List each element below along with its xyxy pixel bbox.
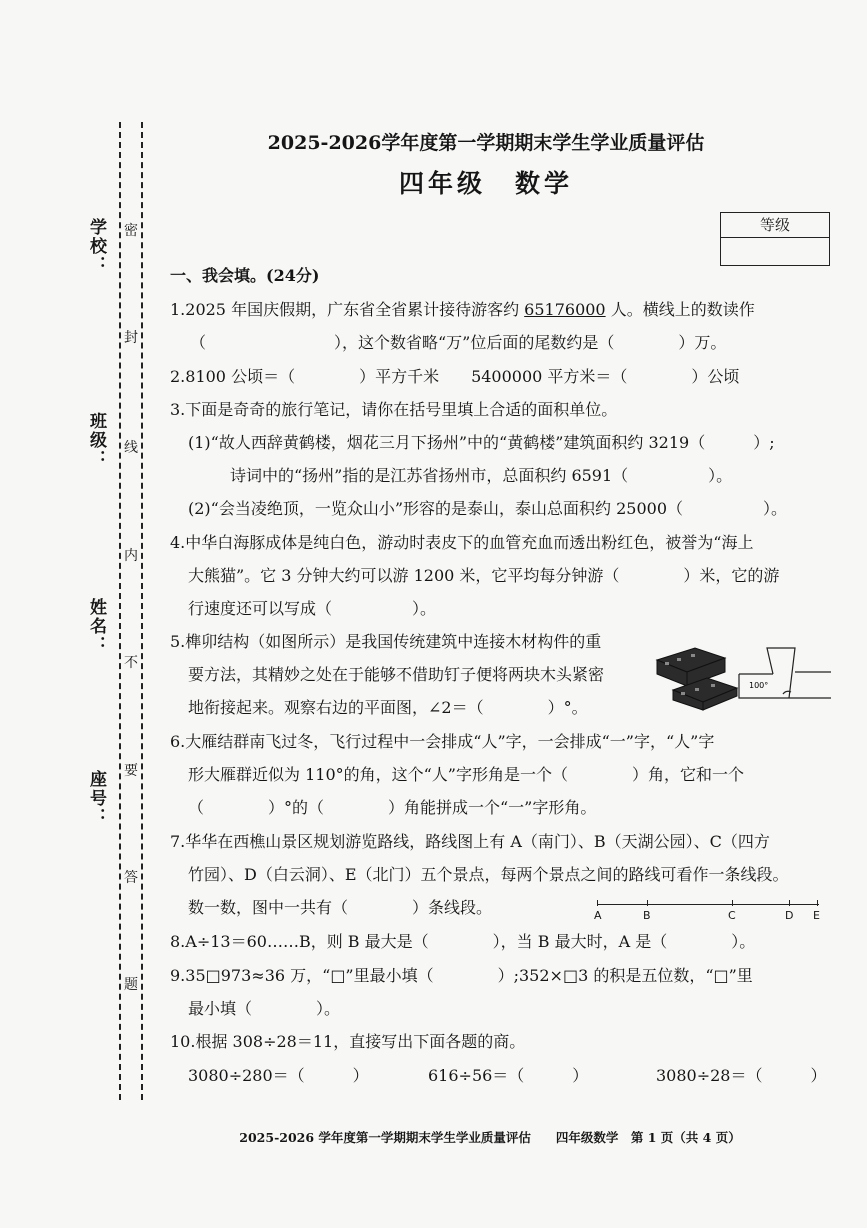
question-6-line-3: （ ）°的（ ）角能拼成一个“一”字形角。: [188, 798, 597, 817]
question-9-line-2: 最小填（ ）。: [188, 999, 341, 1018]
school-label: 学校：: [86, 218, 106, 275]
question-3-part-2: (2)“会当凌绝顶，一览众山小”形容的是泰山，泰山总面积约 25000（ ）。: [188, 499, 788, 518]
mortise-tenon-figure: [655, 642, 835, 712]
seal-char: 封: [124, 325, 138, 349]
seal-char: 不: [124, 650, 138, 674]
question-6-line-2: 形大雁群近似为 110°的角，这个“人”字形角是一个（ ）角，它和一个: [188, 765, 744, 784]
point-b-label: B: [643, 909, 651, 922]
point-e-tick: [817, 900, 818, 906]
question-4-line-2: 大熊猫”。它 3 分钟大约可以游 1200 米，它平均每分钟游（ ）米，它的游: [188, 566, 780, 585]
seal-char: 内: [124, 543, 138, 567]
question-10-item-3: 3080÷28＝（ ）: [656, 1066, 827, 1085]
seal-char: 线: [124, 435, 138, 459]
point-c-tick: [732, 900, 733, 906]
question-4-line-1: 4.中华白海豚成体是纯白色，游动时表皮下的血管充血而透出粉红色，被誉为“海上: [170, 533, 754, 552]
question-1-line-1: 1.2025 年国庆假期，广东省全省累计接待游客约 65176000 人。横线上的数读作: [170, 300, 755, 319]
seal-line-right: [141, 122, 143, 1100]
exam-title: 2025-2026学年度第一学期期末学生学业质量评估: [267, 132, 705, 154]
question-10-item-2: 616÷56＝（ ）: [428, 1066, 589, 1085]
question-7-line-1: 7.华华在西樵山景区规划游览路线，路线图上有 A（南门）、B（天湖公园）、C（四方: [170, 832, 770, 851]
grade-box[interactable]: [720, 212, 830, 266]
exam-subtitle: 四年级 数学: [398, 169, 573, 198]
seat-label: 座号：: [86, 770, 106, 827]
class-label: 班级：: [86, 412, 106, 469]
question-10-item-1: 3080÷280＝（ ）: [188, 1066, 369, 1085]
point-c-label: C: [728, 909, 736, 922]
question-2: 2.8100 公顷＝（ ）平方千米 5400000 平方米＝（ ）公顷: [170, 367, 740, 386]
question-9-line-1: 9.35□973≈36 万，“□”里最小填（ ）;352×□3 的积是五位数，“□”里: [170, 966, 753, 985]
angle-label: 100°: [749, 681, 769, 690]
seal-char: 要: [124, 758, 138, 782]
point-a-tick: [597, 900, 598, 906]
question-5-line-1: 5.榫卯结构（如图所示）是我国传统建筑中连接木材构件的重: [170, 632, 602, 651]
question-3-part-1a: (1)“故人西辞黄鹤楼，烟花三月下扬州”中的“黄鹤楼”建筑面积约 3219（ ）;: [188, 433, 775, 452]
question-1-line-2: （ ），这个数省略“万”位后面的尾数约是（ ）万。: [190, 333, 727, 352]
question-5-line-2: 要方法，其精妙之处在于能够不借助钉子便将两块木头紧密: [188, 665, 605, 684]
page-footer: 2025-2026 学年度第一学期期末学生学业质量评估 四年级数学 第 1 页（共 4 页）: [239, 1130, 741, 1145]
question-6-line-1: 6.大雁结群南飞过冬，飞行过程中一会排成“人”字，一会排成“一”字，“人”字: [170, 732, 715, 751]
point-b-tick: [647, 900, 648, 906]
question-3-part-1b: 诗词中的“扬州”指的是江苏省扬州市，总面积约 6591（ ）。: [230, 466, 733, 485]
point-a-label: A: [594, 909, 602, 922]
seal-char: 密: [124, 218, 138, 242]
question-7-line-3: 数一数，图中一共有（ ）条线段。: [188, 898, 493, 917]
grade-label: 等级: [721, 213, 829, 238]
question-8: 8.A÷13＝60……B，则 B 最大是（ ），当 B 最大时，A 是（ ）。: [170, 932, 756, 951]
plan-view-diagram: [739, 648, 831, 698]
question-5-line-3: 地衔接起来。观察右边的平面图，∠2＝（ ）°。: [188, 698, 588, 717]
question-10: 10.根据 308÷28＝11，直接写出下面各题的商。: [170, 1032, 526, 1051]
point-d-label: D: [785, 909, 794, 922]
question-4-line-3: 行速度还可以写成（ ）。: [188, 599, 437, 618]
point-d-tick: [789, 900, 790, 906]
section-heading: 一、我会填。(24分): [170, 266, 320, 285]
name-label: 姓名：: [86, 598, 106, 655]
question-7-line-2: 竹园）、D（白云洞）、E（北门）五个景点，每两个景点之间的路线可看作一条线段。: [188, 865, 789, 884]
wood-blocks-image: [657, 648, 737, 710]
route-line-segment: [594, 904, 820, 922]
seal-char: 答: [124, 865, 138, 889]
question-3: 3.下面是奇奇的旅行笔记，请你在括号里填上合适的面积单位。: [170, 400, 618, 419]
seal-line-left: [119, 122, 121, 1100]
seal-char: 题: [124, 972, 138, 996]
point-e-label: E: [813, 909, 820, 922]
